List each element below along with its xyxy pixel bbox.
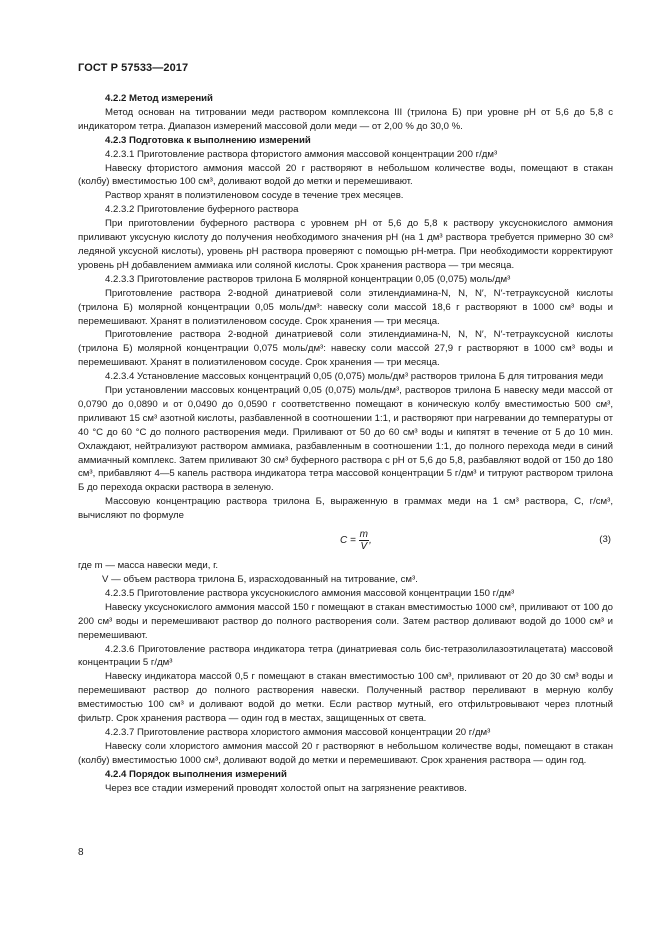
paragraph: 4.2.3.1 Приготовление раствора фтористого аммония массовой концентрации 200 г/дм³ — [105, 148, 498, 160]
paragraph: Метод основан на титровании меди раствором комплексона III (трилона Б) при уровне рН от 5,6 до 5,8 с индикатором тетра. Диапазон измерений массовой доли меди — от 2,00 % до 30,0 %. — [78, 106, 613, 132]
standard-header: ГОСТ Р 57533—2017 — [78, 62, 189, 74]
paragraph: где m — масса навески меди, г. — [78, 560, 219, 572]
paragraph: 4.2.3.2 Приготовление буферного раствора — [105, 204, 299, 216]
paragraph: При приготовлении буферного раствора с уровнем рН от 5,6 до 5,8 к раствору уксуснокислого аммония приливают уксусную кислоту до получения необходимого значения рН (на 1 дм³ раствора требуется примерно 30 см³ ледяной уксусной кислоты), уровень рН раствора проверяют с помощью рН-метра. При необходимости корректируют уровень рН добавлением аммиака или соляной кислоты. Срок хранения раствора — три месяца. — [78, 218, 613, 271]
formula-lhs: C = — [340, 535, 356, 547]
paragraph: 4.2.2 Метод измерений — [105, 93, 213, 104]
section-block-1 — [78, 92, 613, 523]
document-body — [78, 92, 613, 796]
paragraph: Навеску уксуснокислого аммония массой 150 г помещают в стакан вместимостью 1000 см³, приливают от 100 до 200 см³ воды и перемешивают раствор до полного растворения соли. Затем раствор доливают водой до 1000 см³ и перемешивают. — [78, 601, 613, 641]
formula-tail: , — [368, 535, 372, 547]
section-block-2 — [78, 587, 613, 796]
paragraph: Массовую концентрацию раствора трилона Б, выраженную в граммах меди на 1 см³ раствора, С, г/см³, вычисляют по формуле — [78, 496, 613, 522]
formula-expression — [340, 529, 372, 552]
paragraph: Приготовление раствора 2-водной динатриевой соли этилендиамина-N, N, N′, N′-тетрауксусной кислоты (трилона Б) молярной концентрации 0,05 моль/дм³: навеску соли массой 18,6 г растворяют в 1000 см³ воды и перемешивают. Хранят в полиэтиленовом сосуде. Срок хранения — три месяца. — [78, 287, 613, 327]
paragraph: Приготовление раствора 2-водной динатриевой соли этилендиамина-N, N, N′, N′-тетрауксусной кислоты (трилона Б) молярной концентрации 0,075 моль/дм³: навеску соли массой 27,9 г растворяют в 1000 см³ воды и перемешивают. Хранят в полиэтиленовом сосуде. Срок хранения — три месяца. — [78, 329, 613, 369]
paragraph: Через все стадии измерений проводят холостой опыт на загрязнение реактивов. — [105, 782, 467, 794]
paragraph: Раствор хранят в полиэтиленовом сосуде в течение трех месяцев. — [105, 190, 404, 202]
paragraph: Навеску индикатора массой 0,5 г помещают в стакан вместимостью 100 см³, приливают от 20 до 30 см³ воды и перемешивают раствор до полного растворения навески. Полученный раствор переливают в мерную колбу вместимостью 100 см³ и доливают водой до метки. Если раствор мутный, его отфильтровывают через плотный фильтр. Срок хранения раствора — один год в местах, защищенных от света. — [78, 671, 613, 725]
paragraph: При установлении массовых концентраций 0,05 (0,075) моль/дм³, растворов трилона Б навеску меди массой от 0,0790 до 0,0890 и от 0,0490 до 0,0590 г соответственно помещают в коническую колбу вместимостью 500 см³, приливают 15 см³ азотной кислоты, разбавленной в соотношении 1:1, и растворяют при нагревании до температуры от 40 °С до 60 °С до полного растворения меди. Приливают от 50 до 60 см³ воды и кипятят в течение от 5 до 10 мин. Охлаждают, нейтрализуют раствором аммиака, разбавленным в соотношении 1:1, до полного перехода меди в синий аммиачный комплекс. Затем приливают 30 см³ буферного раствора с рН от 5,6 до 5,8, разбавляют водой от 150 до 180 см³, прибавляют 4—5 капель раствора индикатора тетра массовой концентрации 5 г/дм³ и титруют раствором трилона Б до перехода окраски раствора в зеленую. — [78, 385, 613, 494]
paragraph: 4.2.4 Порядок выполнения измерений — [105, 768, 287, 780]
page-number: 8 — [78, 847, 84, 858]
formula-legend — [78, 559, 613, 587]
paragraph: 4.2.3.5 Приготовление раствора уксуснокислого аммония массовой концентрации 150 г/дм³ — [105, 587, 515, 599]
formula-number: (3) — [599, 534, 611, 546]
paragraph: Навеску фтористого аммония массой 20 г растворяют в небольшом количестве воды, помещают в стакан (колбу) вместимостью 100 см³, доливают водой до метки и перемешивают. — [78, 162, 613, 188]
paragraph: 4.2.3 Подготовка к выполнению измерений — [105, 134, 311, 146]
paragraph: Навеску соли хлористого аммония массой 20 г растворяют в небольшом количестве воды, помещают в стакан (колбу) вместимостью 1000 см³, доливают водой до метки и перемешивают. Срок хранения раствора — один год. — [78, 740, 613, 766]
formula-denominator: V — [360, 541, 368, 553]
paragraph: 4.2.3.3 Приготовление растворов трилона Б молярной концентрации 0,05 (0,075) моль/дм³ — [105, 273, 511, 285]
formula-fraction — [359, 529, 369, 552]
paragraph: 4.2.3.7 Приготовление раствора хлористого аммония массовой концентрации 20 г/дм³ — [105, 726, 491, 738]
paragraph: 4.2.3.4 Установление массовых концентраций 0,05 (0,075) моль/дм³ растворов трилона Б для титрования меди — [105, 371, 604, 383]
paragraph: V — объем раствора трилона Б, израсходованный на титрование, см³. — [102, 574, 418, 585]
formula-3 — [78, 525, 613, 555]
paragraph: 4.2.3.6 Приготовление раствора индикатора тетра (динатриевая соль бис-тетразолилазоэтилацетата) массовой концентрации 5 г/дм³ — [78, 643, 613, 669]
formula-numerator: m — [359, 529, 368, 541]
